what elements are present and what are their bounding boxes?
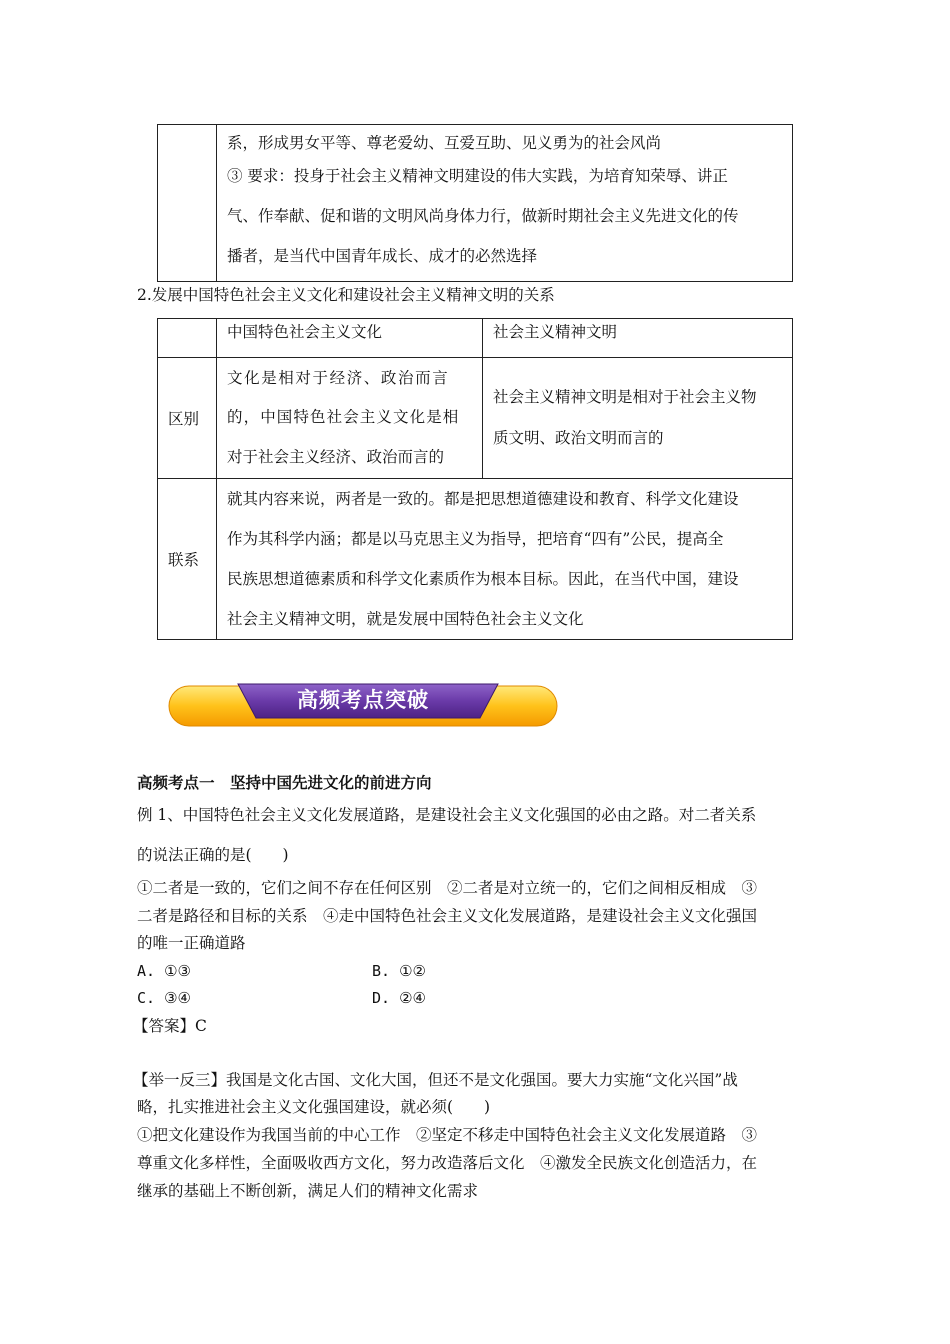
top-table-label-cell xyxy=(158,125,217,282)
diff-col1-line-2: 的，中国特色社会主义文化是相 xyxy=(227,408,460,427)
practice-line-1: 【举一反三】我国是文化古国、文化大国，但还不是文化强国。要大力实施“文化兴国”战 xyxy=(133,1071,738,1089)
example1-line-1: 例 1、中国特色社会主义文化发展道路，是建设社会主义文化强国的必由之路。对二者关系 xyxy=(137,806,757,824)
practice-line-4: 尊重文化多样性，全面吸收西方文化，努力改造落后文化 ④激发全民族文化创造活力，在 xyxy=(137,1154,758,1172)
practice-line-5: 继承的基础上不断创新，满足人们的精神文化需求 xyxy=(137,1182,479,1200)
example1-line-2: 的说法正确的是( ) xyxy=(137,846,289,864)
example1-stmt-3: 的唯一正确道路 xyxy=(137,934,246,952)
top-table-content-cell xyxy=(217,125,793,282)
diff-label: 区别 xyxy=(158,358,217,479)
option-b: B. ①② xyxy=(372,962,426,980)
example1-stmt-1: ①二者是一致的，它们之间不存在任何区别 ②二者是对立统一的，它们之间相反相成 ③ xyxy=(137,879,758,897)
link-content xyxy=(217,479,793,640)
diff-col2 xyxy=(483,358,793,479)
link-line-4: 社会主义精神文明，就是发展中国特色社会主义文化 xyxy=(227,610,584,628)
banner-text: 高频考点突破 xyxy=(297,688,429,712)
link-label: 联系 xyxy=(158,479,217,640)
practice-line-3: ①把文化建设作为我国当前的中心工作 ②坚定不移走中国特色社会主义文化发展道路 ③ xyxy=(137,1126,758,1144)
top-line-3: 气、作奉献、促和谐的文明风尚身体力行，做新时期社会主义先进文化的传 xyxy=(227,207,739,225)
top-line-1: 系，形成男女平等、尊老爱幼、互爱互助、见义勇为的社会风尚 xyxy=(227,134,662,152)
option-a: A. ①③ xyxy=(137,962,191,980)
section-banner xyxy=(168,682,558,728)
example1-stmt-2: 二者是路径和目标的关系 ④走中国特色社会主义文化发展道路，是建设社会主义文化强国 xyxy=(137,907,758,925)
section2-title: 2.发展中国特色社会主义文化和建设社会主义精神文明的关系 xyxy=(137,286,555,304)
diff-col1-line-3: 对于社会主义经济、政治而言的 xyxy=(227,447,445,466)
link-line-2: 作为其科学内涵；都是以马克思主义为指导，把培育“四有”公民，提高全 xyxy=(227,530,724,548)
top-line-4: 播者，是当代中国青年成长、成才的必然选择 xyxy=(227,247,538,265)
practice-line-2: 略，扎实推进社会主义文化强国建设，就必须( ) xyxy=(137,1098,491,1116)
option-c: C. ③④ xyxy=(137,989,191,1007)
link-line-3: 民族思想道德素质和科学文化素质作为根本目标。因此，在当代中国，建设 xyxy=(227,570,739,588)
diff-col2-line-2: 质文明、政治文明而言的 xyxy=(493,429,664,447)
diff-col1 xyxy=(217,358,483,479)
diff-col2-line-1: 社会主义精神文明是相对于社会主义物 xyxy=(493,388,757,406)
link-line-1: 就其内容来说，两者是一致的。都是把思想道德建设和教育、科学文化建设 xyxy=(227,490,739,508)
option-d: D. ②④ xyxy=(372,989,426,1007)
diff-col1-line-1: 文化是相对于经济、政治而言 xyxy=(227,368,450,387)
answer: 【答案】C xyxy=(133,1017,207,1035)
header-col2: 社会主义精神文明 xyxy=(483,319,793,358)
top-line-2: ③ 要求：投身于社会主义精神文明建设的伟大实践，为培育知荣辱、讲正 xyxy=(227,167,728,185)
relation-table xyxy=(157,318,793,640)
top-table xyxy=(157,124,793,282)
kp1-title: 高频考点一 坚持中国先进文化的前进方向 xyxy=(137,774,432,792)
header-col1: 中国特色社会主义文化 xyxy=(217,319,483,358)
header-empty-cell xyxy=(158,319,217,358)
